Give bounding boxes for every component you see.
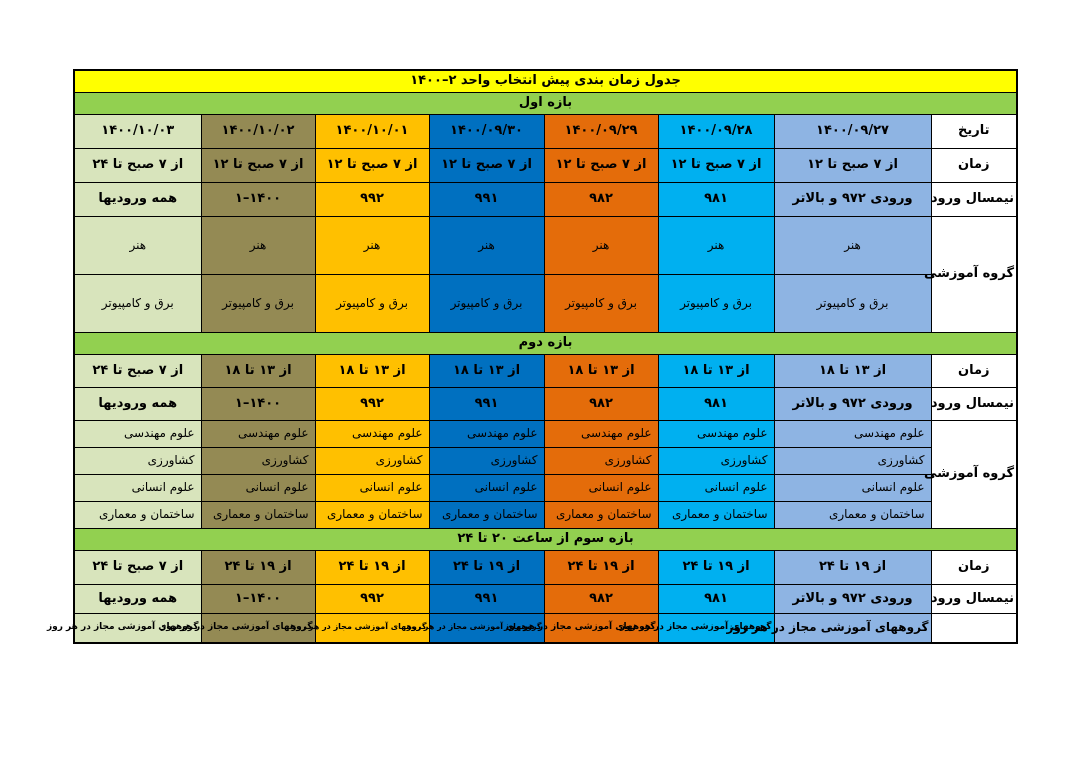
- entry-cell: همه ورودیها: [74, 585, 201, 614]
- group-cell: ساختمان و معماری: [658, 502, 774, 529]
- label-time: زمان: [931, 551, 1017, 585]
- label-time: زمان: [931, 355, 1017, 388]
- group-cell: علوم انسانی: [429, 475, 544, 502]
- group-cell: ساختمان و معماری: [201, 502, 315, 529]
- time-cell: از ۷ صبح تا ۱۲: [774, 149, 931, 183]
- time-cell: از ۱۹ تا ۲۴: [774, 551, 931, 585]
- group-cell: علوم انسانی: [774, 475, 931, 502]
- group-cell: برق و کامپیوتر: [315, 275, 429, 333]
- group-cell: کشاورزی: [544, 448, 658, 475]
- entry-cell: همه ورودیها: [74, 388, 201, 421]
- time-cell: از ۱۹ تا ۲۴: [315, 551, 429, 585]
- time-cell: از ۱۹ تا ۲۴: [544, 551, 658, 585]
- label-time: زمان: [931, 149, 1017, 183]
- group-cell: علوم انسانی: [201, 475, 315, 502]
- entry-cell: ورودی ۹۷۲ و بالاتر: [774, 585, 931, 614]
- group-cell: ساختمان و معماری: [315, 502, 429, 529]
- time-cell: از ۷ صبح تا ۲۴: [74, 551, 201, 585]
- group-cell: برق و کامپیوتر: [429, 275, 544, 333]
- label-entry: نیمسال ورود: [931, 183, 1017, 217]
- entry-cell: ورودی ۹۷۲ و بالاتر: [774, 388, 931, 421]
- group-cell: برق و کامپیوتر: [74, 275, 201, 333]
- group-cell: هنر: [201, 217, 315, 275]
- groups-note-cell: گروههای آموزشی مجاز در هر روز: [774, 614, 931, 643]
- entry-cell: ۱۴۰۰–۱: [201, 388, 315, 421]
- label-empty: [931, 614, 1017, 643]
- group-cell: ساختمان و معماری: [74, 502, 201, 529]
- time-cell: از ۷ صبح تا ۱۲: [201, 149, 315, 183]
- time-cell: از ۷ صبح تا ۱۲: [544, 149, 658, 183]
- entry-cell: ۱۴۰۰–۱: [201, 585, 315, 614]
- group-cell: علوم مهندسی: [544, 421, 658, 448]
- time-cell: از ۱۳ تا ۱۸: [429, 355, 544, 388]
- date-cell: ۱۴۰۰/۰۹/۲۷: [774, 115, 931, 149]
- group-cell: کشاورزی: [201, 448, 315, 475]
- group-cell: کشاورزی: [774, 448, 931, 475]
- time-cell: از ۱۳ تا ۱۸: [544, 355, 658, 388]
- time-cell: از ۷ صبح تا ۲۴: [74, 149, 201, 183]
- label-entry: نیمسال ورود: [931, 388, 1017, 421]
- group-cell: علوم مهندسی: [201, 421, 315, 448]
- group-cell: ساختمان و معماری: [774, 502, 931, 529]
- date-cell: ۱۴۰۰/۱۰/۰۲: [201, 115, 315, 149]
- group-cell: علوم انسانی: [544, 475, 658, 502]
- group-cell: علوم انسانی: [658, 475, 774, 502]
- entry-cell: ۹۹۱: [429, 585, 544, 614]
- groups-note-cell: گروههای آموزشی مجاز در هر روز: [544, 614, 658, 643]
- label-group: گروه آموزشی: [931, 217, 1017, 333]
- group-cell: برق و کامپیوتر: [544, 275, 658, 333]
- group-cell: هنر: [74, 217, 201, 275]
- entry-cell: ۹۹۱: [429, 388, 544, 421]
- label-group: گروه آموزشی: [931, 421, 1017, 529]
- entry-cell: ۹۸۱: [658, 388, 774, 421]
- entry-cell: ۹۸۱: [658, 183, 774, 217]
- group-cell: هنر: [429, 217, 544, 275]
- group-cell: ساختمان و معماری: [429, 502, 544, 529]
- entry-cell: ۹۸۲: [544, 585, 658, 614]
- schedule-table: [46, 69, 1018, 644]
- group-cell: هنر: [774, 217, 931, 275]
- entry-cell: ۹۸۲: [544, 388, 658, 421]
- time-cell: از ۱۳ تا ۱۸: [201, 355, 315, 388]
- time-cell: از ۱۹ تا ۲۴: [201, 551, 315, 585]
- group-cell: هنر: [658, 217, 774, 275]
- group-cell: علوم مهندسی: [774, 421, 931, 448]
- groups-note-cell: گروههای آموزشی مجاز در هر روز: [429, 614, 544, 643]
- label-entry: نیمسال ورود: [931, 585, 1017, 614]
- time-cell: از ۷ صبح تا ۱۲: [315, 149, 429, 183]
- date-cell: ۱۴۰۰/۱۰/۰۱: [315, 115, 429, 149]
- groups-note-cell: گروههای آموزشی مجاز در هر روز: [658, 614, 774, 643]
- groups-note-cell: گروههای آموزشی مجاز در هر روز: [201, 614, 315, 643]
- groups-note-cell: گروههای آموزشی مجاز در هر روز: [315, 614, 429, 643]
- group-cell: علوم مهندسی: [429, 421, 544, 448]
- period-1-header: بازه اول: [74, 93, 1017, 115]
- group-cell: علوم مهندسی: [74, 421, 201, 448]
- time-cell: از ۱۳ تا ۱۸: [315, 355, 429, 388]
- entry-cell: ۱۴۰۰–۱: [201, 183, 315, 217]
- time-cell: از ۷ صبح تا ۲۴: [74, 355, 201, 388]
- date-cell: ۱۴۰۰/۰۹/۳۰: [429, 115, 544, 149]
- group-cell: کشاورزی: [429, 448, 544, 475]
- group-cell: علوم مهندسی: [658, 421, 774, 448]
- period-2-header: بازه دوم: [74, 333, 1017, 355]
- table-title: جدول زمان بندی پیش انتخاب واحد ۲–۱۴۰۰: [74, 70, 1017, 93]
- time-cell: از ۷ صبح تا ۱۲: [429, 149, 544, 183]
- group-cell: علوم انسانی: [315, 475, 429, 502]
- entry-cell: ۹۸۱: [658, 585, 774, 614]
- group-cell: هنر: [544, 217, 658, 275]
- time-cell: از ۱۹ تا ۲۴: [658, 551, 774, 585]
- time-cell: از ۱۹ تا ۲۴: [429, 551, 544, 585]
- group-cell: برق و کامپیوتر: [201, 275, 315, 333]
- group-cell: ساختمان و معماری: [544, 502, 658, 529]
- date-cell: ۱۴۰۰/۱۰/۰۳: [74, 115, 201, 149]
- entry-cell: همه ورودیها: [74, 183, 201, 217]
- groups-note-cell: گروههای آموزشی مجاز در هر روز: [74, 614, 201, 643]
- group-cell: کشاورزی: [315, 448, 429, 475]
- period-3-header: بازه سوم از ساعت ۲۰ تا ۲۴: [74, 529, 1017, 551]
- label-date: تاریخ: [931, 115, 1017, 149]
- group-cell: برق و کامپیوتر: [658, 275, 774, 333]
- entry-cell: ۹۹۲: [315, 183, 429, 217]
- group-cell: علوم مهندسی: [315, 421, 429, 448]
- time-cell: از ۷ صبح تا ۱۲: [658, 149, 774, 183]
- group-cell: هنر: [315, 217, 429, 275]
- group-cell: علوم انسانی: [74, 475, 201, 502]
- time-cell: از ۱۳ تا ۱۸: [774, 355, 931, 388]
- group-cell: کشاورزی: [658, 448, 774, 475]
- entry-cell: ۹۹۱: [429, 183, 544, 217]
- date-cell: ۱۴۰۰/۰۹/۲۹: [544, 115, 658, 149]
- time-cell: از ۱۳ تا ۱۸: [658, 355, 774, 388]
- entry-cell: ۹۹۲: [315, 585, 429, 614]
- group-cell: کشاورزی: [74, 448, 201, 475]
- group-cell: برق و کامپیوتر: [774, 275, 931, 333]
- entry-cell: ورودی ۹۷۲ و بالاتر: [774, 183, 931, 217]
- entry-cell: ۹۹۲: [315, 388, 429, 421]
- date-cell: ۱۴۰۰/۰۹/۲۸: [658, 115, 774, 149]
- entry-cell: ۹۸۲: [544, 183, 658, 217]
